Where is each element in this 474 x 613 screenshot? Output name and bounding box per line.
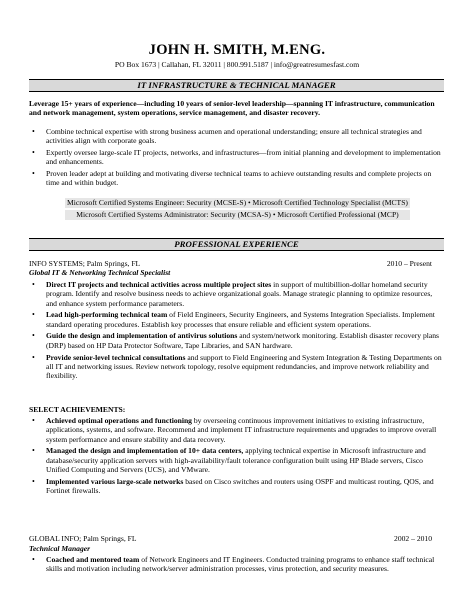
job-header — [29, 259, 444, 268]
company-name: INFO SYSTEMS; Palm Springs, FL — [29, 259, 141, 268]
list-item: • Achieved optimal operations and functioning by overseeing continuous improvement initiatives to existing infrastructure, applications, systems, and software. Recommend and implement IT infrastructure requirements and upgrades to improve overall system performance and ensure stability and data recovery. — [32, 416, 437, 444]
achievement-bullets — [29, 416, 444, 498]
bullet-icon: • — [32, 416, 35, 425]
job-bullets — [29, 555, 444, 576]
certification-line: Microsoft Certified Systems Administrator: Security (MCSA-S) • Microsoft Certified Professional (MCP) — [65, 210, 410, 220]
certification-line: Microsoft Certified Systems Engineer: Security (MCSE-S) • Microsoft Certified Technology Specialist (MCTS) — [65, 198, 410, 208]
list-item: • Proven leader adept at building and motivating diverse technical teams to achieve outstanding results and complete projects on time and within budget. — [32, 169, 432, 188]
company-name: GLOBAL INFO; Palm Springs, FL — [29, 534, 137, 543]
list-item: • Managed the design and implementation of 10+ data centers, applying technical expertise in Microsoft infrastructure and database/security application servers with high-availability/fault tolerance configuration built using HP Blade servers, Cisco Unified Computing and Servers (UCS), and VMware. — [32, 446, 426, 474]
candidate-name: JOHN H. SMITH, M.ENG. — [148, 42, 326, 58]
bullet-icon: • — [32, 555, 35, 564]
list-item: • Direct IT projects and technical activities across multiple project sites in support of multibillion-dollar homeland security program. Identify and resolve business needs to achieve organizational goals. Manage strategic planning to optimize resources, and enhance system performance parameters. — [32, 280, 433, 308]
job-header — [29, 534, 444, 543]
contact-line: PO Box 1673 | Callahan, FL 32011 | 800.991.5187 | info@greatresumesfast.com — [114, 60, 360, 69]
job-role: Global IT & Networking Technical Specialist — [29, 268, 171, 277]
professional-title-bar: IT INFRASTRUCTURE & TECHNICAL MANAGER — [29, 79, 444, 92]
job-role: Technical Manager — [29, 544, 91, 553]
summary-bullets — [29, 127, 444, 190]
bullet-icon: • — [32, 476, 35, 486]
list-item: • Expertly oversee large-scale IT projects, networks, and infrastructures—from initial planning and development to implementation and enhancements. — [32, 148, 441, 167]
bullet-icon: • — [32, 280, 35, 289]
bullet-icon: • — [32, 446, 35, 456]
bullet-icon: • — [32, 127, 35, 136]
list-item: • Implemented various large-scale networks based on Cisco switches and routers using OSPF and multicast routing, QOS, and Fortinet firewalls. — [32, 476, 434, 496]
job-dates: 2010 – Present — [386, 259, 432, 268]
job-bullets — [29, 280, 444, 383]
bullet-icon: • — [32, 352, 35, 362]
job-dates: 2002 – 2010 — [394, 534, 432, 543]
list-item: • Provide senior-level technical consultations and support to Field Engineering and System Integration & Testing Departments on all IT and networking issues. Review network topology, resolve equipment redundancies, and improve network reliability and flexibility. — [32, 352, 442, 381]
summary-paragraph: Leverage 15+ years of experience—including 10 years of senior-level leadership—spanning IT infrastructure, communication and network management, system operations, service management, and disaster recovery. — [29, 99, 435, 118]
bullet-icon: • — [32, 331, 35, 341]
experience-heading: PROFESSIONAL EXPERIENCE — [29, 238, 444, 251]
bullet-icon: • — [32, 310, 35, 320]
list-item: • Lead high-performing technical team of Field Engineers, Security Engineers, and Systems Integration Specialists. Implement standard operating procedures. Establish key processes that ensure reliable and efficient system operations. — [32, 310, 435, 329]
list-item: • Guide the design and implementation of antivirus solutions and system/network monitoring. Establish disaster recovery plans (DRP) based on HP Data Protector Software, Tape Libraries, and SAN hardware. — [32, 331, 439, 350]
bullet-icon: • — [32, 169, 35, 179]
list-item: • Coached and mentored team of Network Engineers and IT Engineers. Conducted training programs to enhance staff technical skills and motivation including network/server administration processes, virus protection, and security measures. — [32, 555, 435, 574]
list-item: • Combine technical expertise with strong business acumen and operational understanding; ensure all technical strategies and activities align with corporate goals. — [32, 127, 422, 146]
achievements-heading: SELECT ACHIEVEMENTS: — [29, 405, 126, 414]
bullet-icon: • — [32, 148, 35, 158]
